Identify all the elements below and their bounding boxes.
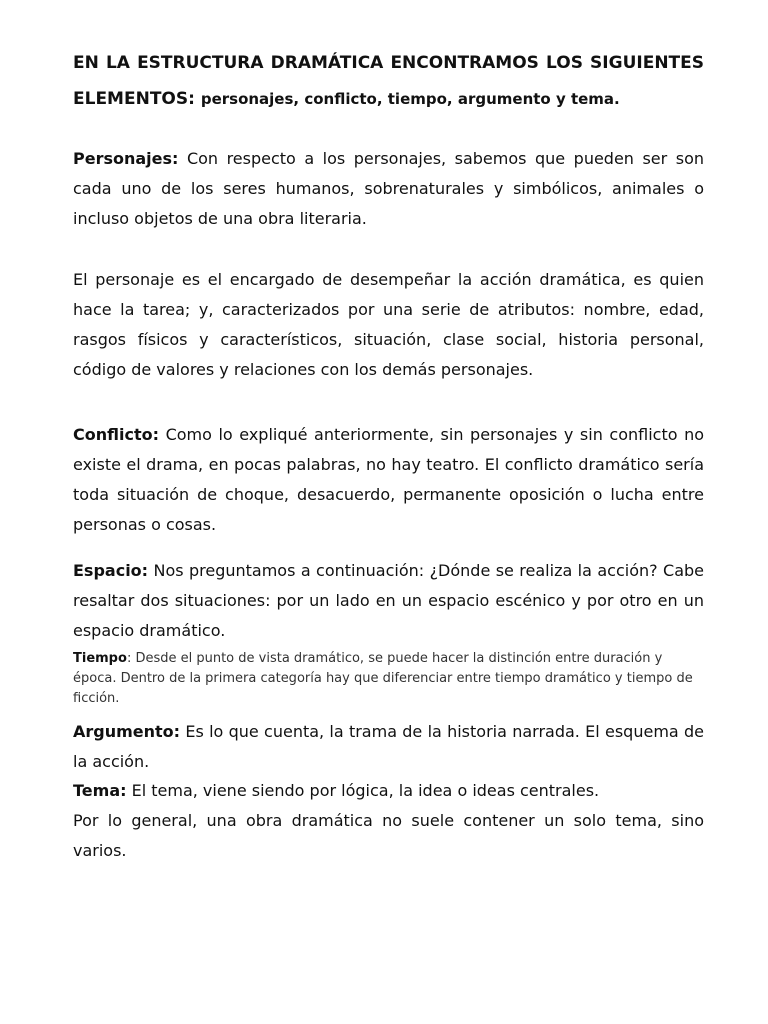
text-personaje-role: El personaje es el encargado de desempeñar la acción dramática, es quien hace la tarea; y, caracterizados por una serie de atributos: nombre, edad, rasgos físicos y característicos, situación, clase social, historia personal, código de valores y relaciones con los demás personajes. [73, 270, 704, 379]
paragraph-espacio [73, 556, 704, 646]
paragraph-personaje-role [73, 265, 704, 385]
text-personajes: Con respecto a los personajes, sabemos que pueden ser son cada uno de los seres humanos, sobrenaturales y simbólicos, animales o incluso objetos de una obra literaria. [73, 149, 704, 228]
text-tiempo: : Desde el punto de vista dramático, se puede hacer la distinción entre duración y época. Dentro de la primera categoría hay que diferenciar entre tiempo dramático y tiempo de ficción. [73, 651, 693, 706]
label-tiempo: Tiempo [73, 651, 127, 666]
heading-elements-list: personajes, conflicto, tiempo, argumento y tema. [200, 90, 620, 108]
text-espacio: Nos preguntamos a continuación: ¿Dónde se realiza la acción? Cabe resaltar dos situaciones: por un lado en un espacio escénico y por otro en un espacio dramático. [73, 561, 704, 640]
text-argumento: Es lo que cuenta, la trama de la historia narrada. El esquema de la acción. [73, 722, 704, 771]
paragraph-tiempo [73, 649, 704, 709]
paragraph-conflicto [73, 420, 704, 540]
label-espacio: Espacio: [73, 561, 149, 580]
paragraph-personajes [73, 144, 704, 234]
paragraph-argumento [73, 717, 704, 777]
paragraph-tema [73, 776, 704, 806]
label-tema: Tema: [73, 781, 127, 800]
label-conflicto: Conflicto: [73, 425, 159, 444]
label-argumento: Argumento: [73, 722, 181, 741]
text-closing: Por lo general, una obra dramática no suele contener un solo tema, sino varios. [73, 811, 704, 860]
label-personajes: Personajes: [73, 149, 179, 168]
heading-line-1-text: EN LA ESTRUCTURA DRAMÁTICA ENCONTRAMOS LOS SIGUIENTES [73, 53, 704, 73]
text-conflicto: Como lo expliqué anteriormente, sin personajes y sin conflicto no existe el drama, en pocas palabras, no hay teatro. El conflicto dramático sería toda situación de choque, desacuerdo, permanente oposición o lucha entre personas o cosas. [73, 425, 704, 534]
heading-elementos: ELEMENTOS: [73, 89, 201, 109]
paragraph-closing [73, 806, 704, 866]
text-tema: El tema, viene siendo por lógica, la idea o ideas centrales. [126, 781, 600, 800]
heading-line-2 [73, 84, 704, 114]
heading-line-1 [73, 48, 704, 78]
